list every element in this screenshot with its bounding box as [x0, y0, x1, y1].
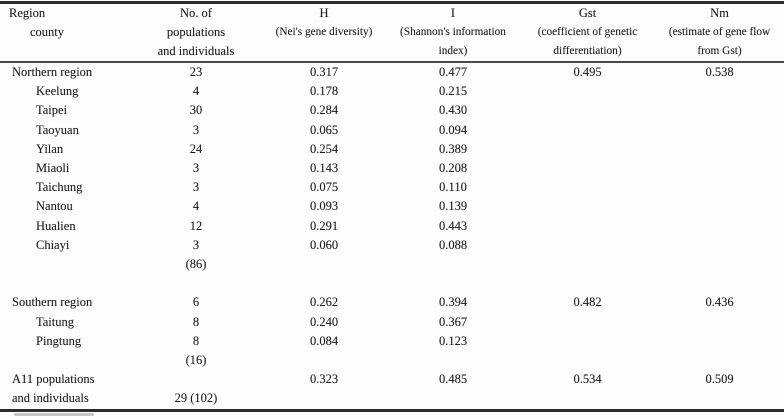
value-cell — [520, 274, 655, 293]
genetic-diversity-table — [0, 1, 784, 412]
table-row — [0, 121, 784, 140]
value-cell: 0.143 — [309, 161, 339, 176]
value-cell: 3 — [192, 237, 200, 252]
value-cell — [655, 332, 784, 351]
cutoff-text-fragment — [14, 413, 94, 416]
value-cell: 0.436 — [705, 295, 734, 310]
value-cell: 0.477 — [438, 65, 468, 79]
value-cell: 0.094 — [438, 122, 468, 137]
table-row — [0, 313, 784, 332]
column-header-line: No. of — [180, 6, 212, 20]
column-header-gst — [520, 3, 655, 63]
region-cell: Yilan — [36, 141, 64, 156]
region-cell: Pingtung — [36, 333, 82, 348]
region-cell: Taoyuan — [36, 122, 79, 137]
region-cell: Northern region — [12, 65, 93, 79]
value-cell — [655, 159, 784, 178]
column-header-line: from Gst) — [697, 45, 742, 57]
value-cell: 23 — [189, 65, 203, 79]
value-cell: 0.534 — [573, 372, 602, 387]
region-cell — [0, 351, 130, 370]
value-cell — [130, 274, 262, 293]
table-row — [0, 197, 784, 216]
value-cell — [520, 236, 655, 255]
value-cell — [262, 389, 386, 410]
value-cell: 0.394 — [438, 295, 468, 310]
value-cell: 0.509 — [705, 372, 734, 387]
value-cell: 0.208 — [438, 161, 468, 176]
column-header-line: Region — [9, 6, 46, 20]
region-cell: Chiayi — [36, 237, 70, 252]
value-cell: 12 — [189, 218, 203, 233]
value-cell: 0.495 — [573, 65, 602, 79]
column-header-line: I — [450, 6, 456, 20]
value-cell: 3 — [192, 122, 200, 137]
value-cell — [655, 236, 784, 255]
column-header-i — [386, 3, 520, 63]
value-cell: 0.139 — [438, 199, 468, 214]
column-header-line: populations — [166, 25, 226, 39]
value-cell: 30 — [189, 103, 203, 118]
table-body — [0, 62, 784, 410]
value-cell — [655, 121, 784, 140]
column-header-line: (estimate of gene flow — [668, 26, 771, 38]
value-cell — [655, 351, 784, 370]
value-cell: 0.060 — [309, 237, 339, 252]
value-cell: 0.430 — [438, 103, 468, 118]
table-header — [0, 3, 784, 63]
value-cell — [262, 351, 386, 370]
value-cell: 0.093 — [309, 199, 339, 214]
table-row — [0, 236, 784, 255]
column-header-line: H — [319, 6, 329, 20]
value-cell: 0.240 — [309, 314, 339, 329]
value-cell: 0.284 — [309, 103, 339, 118]
column-header-populations — [130, 3, 262, 63]
column-header-line: (Shannon's information — [400, 26, 506, 38]
value-cell: 24 — [189, 141, 203, 156]
column-header-line: (coefficient of genetic — [537, 26, 638, 38]
column-header-line: (Nei's gene diversity) — [275, 26, 373, 38]
table-row — [0, 217, 784, 236]
value-cell — [520, 389, 655, 410]
column-header-h — [262, 3, 386, 63]
region-cell — [0, 274, 130, 293]
region-cell: and individuals — [12, 391, 89, 406]
table-row — [0, 370, 784, 389]
value-cell: (86) — [185, 257, 207, 272]
value-cell — [520, 140, 655, 159]
table-row — [0, 178, 784, 197]
table-row — [0, 389, 784, 410]
table-row — [0, 159, 784, 178]
value-cell — [655, 197, 784, 216]
region-cell — [0, 255, 130, 274]
value-cell: 0.215 — [438, 84, 468, 99]
value-cell: 0.317 — [309, 65, 339, 79]
region-cell: A11 populations — [12, 372, 95, 387]
value-cell — [262, 274, 386, 293]
value-cell — [130, 370, 262, 389]
region-cell: Taipei — [36, 103, 68, 118]
column-header-line: differentiation) — [553, 45, 622, 57]
column-header-line: and individuals — [157, 44, 235, 58]
value-cell: 4 — [192, 199, 200, 214]
value-cell — [520, 101, 655, 120]
value-cell: 6 — [192, 295, 200, 310]
value-cell — [655, 178, 784, 197]
table-row — [0, 293, 784, 312]
region-cell: Taitung — [36, 314, 75, 329]
region-cell: Keelung — [36, 84, 79, 99]
value-cell: 0.123 — [438, 333, 468, 348]
table-header-row — [0, 3, 784, 63]
table-row — [0, 140, 784, 159]
region-cell: Hualien — [36, 218, 76, 233]
value-cell — [655, 101, 784, 120]
table-row — [0, 82, 784, 101]
value-cell: 0.323 — [309, 372, 339, 387]
column-header-line: county — [30, 25, 65, 39]
value-cell — [520, 197, 655, 216]
column-header-line: Gst — [578, 6, 597, 20]
region-cell: Taichung — [36, 180, 83, 195]
column-header-line: Nm — [710, 6, 729, 20]
value-cell: (16) — [185, 353, 207, 368]
value-cell: 0.065 — [309, 122, 339, 137]
value-cell: 0.443 — [438, 218, 468, 233]
spacer-row — [0, 274, 784, 293]
value-cell — [386, 255, 520, 274]
value-cell — [520, 217, 655, 236]
value-cell — [520, 159, 655, 178]
table-row — [0, 255, 784, 274]
value-cell: 3 — [192, 180, 200, 195]
value-cell — [386, 351, 520, 370]
value-cell — [655, 313, 784, 332]
value-cell: 8 — [192, 314, 200, 329]
value-cell — [655, 389, 784, 410]
column-header-region — [0, 3, 130, 63]
column-header-nm — [655, 3, 784, 63]
value-cell: 0.088 — [438, 237, 468, 252]
value-cell: 0.291 — [309, 218, 339, 233]
value-cell: 0.485 — [438, 372, 468, 387]
value-cell — [520, 255, 655, 274]
value-cell — [520, 351, 655, 370]
value-cell — [520, 332, 655, 351]
value-cell — [386, 274, 520, 293]
value-cell: 0.389 — [438, 141, 468, 156]
value-cell: 0.075 — [309, 180, 339, 195]
value-cell: 0.178 — [309, 84, 339, 99]
value-cell — [262, 255, 386, 274]
value-cell: 29 (102) — [174, 391, 218, 406]
table-row — [0, 101, 784, 120]
value-cell — [520, 178, 655, 197]
table-row — [0, 332, 784, 351]
value-cell — [655, 140, 784, 159]
column-header-line: index) — [438, 45, 468, 57]
table-row — [0, 351, 784, 370]
region-cell: Southern region — [12, 295, 93, 310]
value-cell — [520, 313, 655, 332]
value-cell: 8 — [192, 333, 200, 348]
value-cell — [655, 255, 784, 274]
value-cell: 4 — [192, 84, 200, 99]
region-cell: Miaoli — [36, 161, 70, 176]
value-cell: 0.538 — [705, 65, 734, 79]
value-cell: 0.254 — [309, 141, 339, 156]
value-cell: 0.110 — [439, 180, 467, 195]
region-cell: Nantou — [36, 199, 73, 214]
value-cell — [655, 82, 784, 101]
value-cell — [386, 389, 520, 410]
value-cell — [655, 217, 784, 236]
table-row — [0, 62, 784, 82]
value-cell: 0.367 — [438, 314, 468, 329]
value-cell — [520, 121, 655, 140]
value-cell: 0.262 — [309, 295, 339, 310]
value-cell: 0.482 — [573, 295, 602, 310]
value-cell: 0.084 — [309, 333, 339, 348]
value-cell: 3 — [192, 161, 200, 176]
value-cell — [655, 274, 784, 293]
value-cell — [520, 82, 655, 101]
